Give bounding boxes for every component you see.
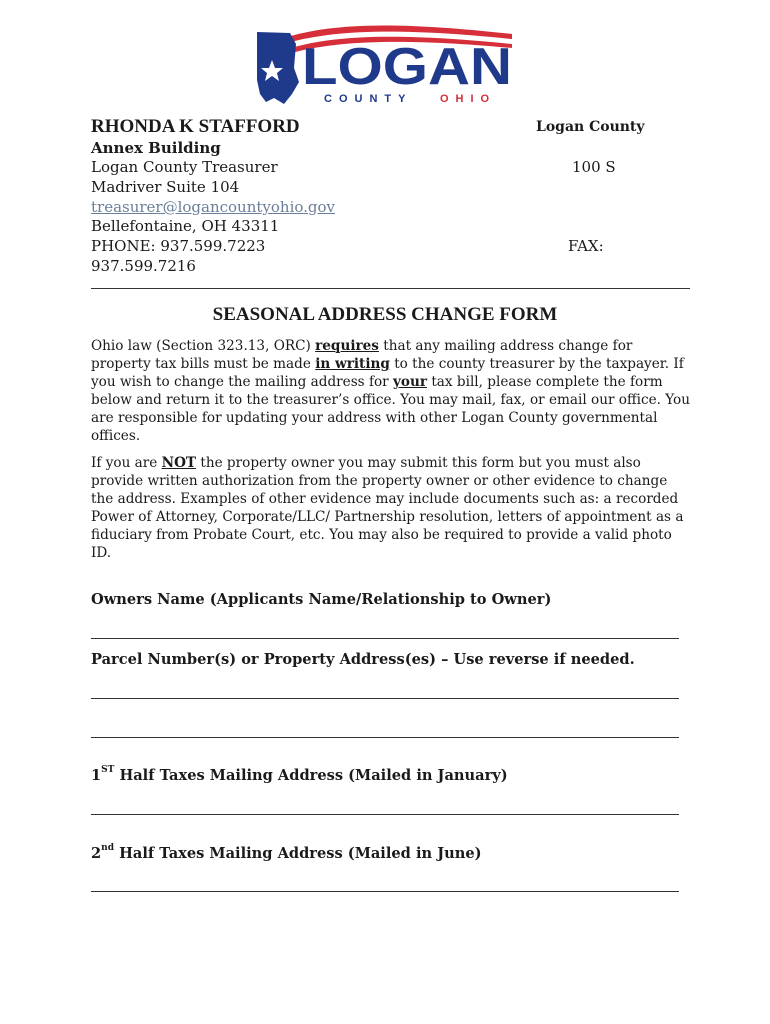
owners-name-field[interactable]	[91, 638, 679, 639]
phone-number-secondary: 937.599.7216	[91, 257, 196, 275]
emphasis-your: your	[393, 373, 428, 390]
treasurer-name: RHONDA K STAFFORD	[91, 116, 300, 137]
emphasis-requires: requires	[315, 338, 379, 354]
header-divider	[91, 288, 690, 289]
street-address: 100 S	[572, 158, 616, 176]
non-owner-paragraph: If you are NOT the property owner you may submit this form but you must also provide written authorization from the property owner or other evidence to change the address. Examples of other evidence may include documents such as: a recorded Power of Attorney, Corporate/LLC/ Partnership resolution, letters of appointment as a fiduciary from Probate Court, etc. You may also be required to provide a valid photo ID.	[91, 455, 684, 561]
owners-name-label: Owners Name (Applicants Name/Relationship to Owner)	[91, 591, 552, 608]
intro-paragraph: Ohio law (Section 323.13, ORC) requires that any mailing address change for property tax bills must be made in writing to the county treasurer by the taxpayer. If you wish to change the mailing address for your tax bill, please complete the form below and return it to the treasurer’s office. You may mail, fax, or email our office. You are responsible for updating your address with other Logan County governmental offices.	[91, 338, 690, 444]
parcel-label: Parcel Number(s) or Property Address(es) – Use reverse if needed.	[91, 651, 635, 668]
building-name: Annex Building	[91, 139, 221, 157]
phone-number: PHONE: 937.599.7223	[91, 237, 266, 255]
parcel-field-line-1[interactable]	[91, 698, 679, 699]
first-half-label: 1ST Half Taxes Mailing Address (Mailed in January)	[91, 765, 508, 784]
city-state-zip: Bellefontaine, OH 43311	[91, 217, 280, 235]
logo-subtitle-ohio: OHIO	[440, 93, 497, 105]
second-half-address-field[interactable]	[91, 891, 679, 892]
treasurer-role: Logan County Treasurer	[91, 158, 278, 176]
logo-title: LOGAN	[302, 38, 512, 96]
county-name: Logan County	[536, 119, 645, 135]
logo-subtitle-county: COUNTY	[324, 93, 413, 105]
second-half-label: 2nd Half Taxes Mailing Address (Mailed in June)	[91, 843, 482, 862]
emphasis-in-writing: in writing	[315, 355, 390, 372]
first-half-address-field[interactable]	[91, 814, 679, 815]
parcel-field-line-2[interactable]	[91, 737, 679, 738]
form-title: SEASONAL ADDRESS CHANGE FORM	[212, 304, 558, 325]
suite: Madriver Suite 104	[91, 178, 240, 196]
emphasis-not: NOT	[161, 455, 197, 471]
fax-label: FAX:	[568, 237, 604, 255]
logan-county-logo	[254, 24, 516, 106]
email-link[interactable]: treasurer@logancountyohio.gov	[91, 198, 336, 216]
